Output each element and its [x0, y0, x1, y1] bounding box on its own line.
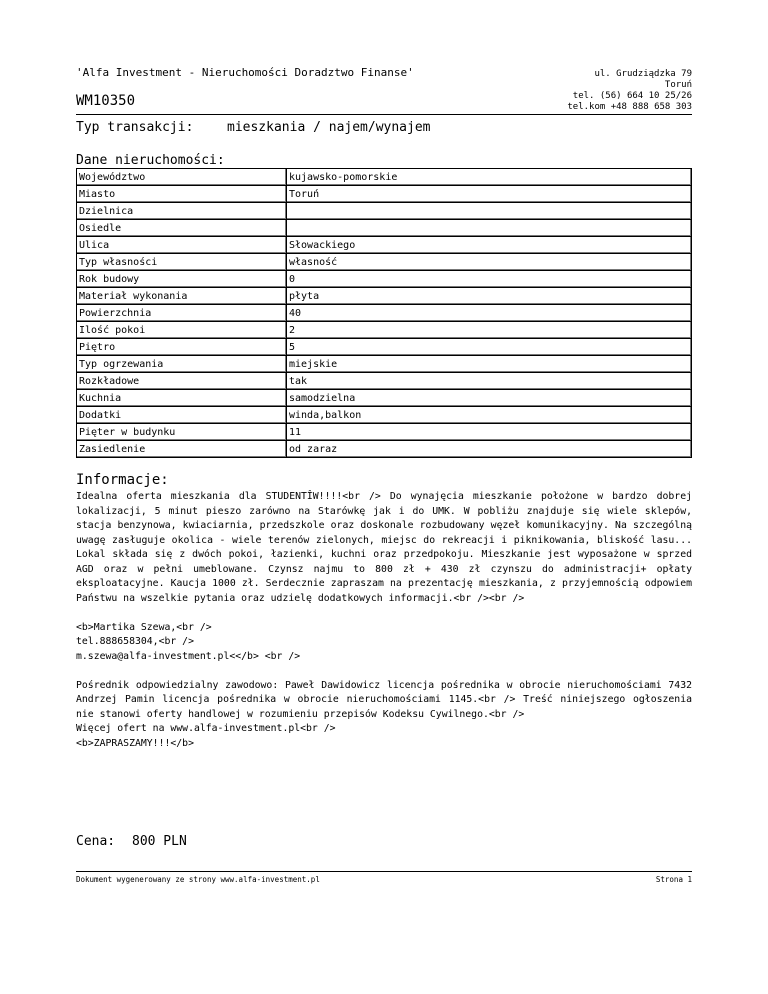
property-key: Materiał wykonania [77, 288, 287, 305]
header-divider [76, 114, 692, 115]
table-row [77, 339, 692, 356]
footer-page-number: Strona 1 [655, 875, 692, 884]
footer-generated-note: Dokument wygenerowany ze strony www.alfa-investment.pl [76, 875, 320, 884]
table-row [77, 441, 692, 458]
address-city: Toruń [664, 80, 692, 90]
property-key: Dzielnica [77, 203, 287, 220]
offer-reference: WM10350 [76, 93, 136, 109]
document-page [76, 0, 692, 994]
property-value: od zaraz [287, 441, 692, 458]
property-key: Miasto [77, 186, 287, 203]
property-key: Ilość pokoi [77, 322, 287, 339]
property-key: Powierzchnia [77, 305, 287, 322]
info-section-title: Informacje: [76, 472, 169, 488]
table-row [77, 424, 692, 441]
property-key: Typ ogrzewania [77, 356, 287, 373]
property-key: Piętro [77, 339, 287, 356]
property-value [287, 203, 692, 220]
table-row [77, 271, 692, 288]
property-value: miejskie [287, 356, 692, 373]
property-value: Słowackiego [287, 237, 692, 254]
property-value: samodzielna [287, 390, 692, 407]
table-row [77, 407, 692, 424]
info-text [76, 490, 692, 766]
address-street: ul. Grudziądzka 79 [594, 69, 692, 79]
table-row [77, 186, 692, 203]
property-value: 0 [287, 271, 692, 288]
transaction-label: Typ transakcji: [76, 120, 194, 135]
info-paragraph-contact: <b>Martika Szewa,<br /> tel.888658304,<br /> m.szewa@alfa-investment.pl<</b> <br /> [76, 621, 301, 662]
property-key: Typ własności [77, 254, 287, 271]
table-row [77, 220, 692, 237]
property-key: Zasiedlenie [77, 441, 287, 458]
transaction-value: mieszkania / najem/wynajem [227, 120, 431, 135]
table-row [77, 237, 692, 254]
property-key: Pięter w budynku [77, 424, 287, 441]
property-key: Województwo [77, 169, 287, 186]
property-key: Ulica [77, 237, 287, 254]
table-row [77, 322, 692, 339]
property-value: kujawsko-pomorskie [287, 169, 692, 186]
property-value: własność [287, 254, 692, 271]
property-key: Rok budowy [77, 271, 287, 288]
table-row [77, 169, 692, 186]
price-label: Cena: [76, 834, 116, 849]
footer-divider [76, 871, 692, 872]
table-row [77, 390, 692, 407]
address-mobile: tel.kom +48 888 658 303 [567, 102, 692, 112]
table-row [77, 254, 692, 271]
company-name: 'Alfa Investment - Nieruchomości Doradztwo Finanse' [76, 66, 414, 79]
property-value: 5 [287, 339, 692, 356]
property-section-title: Dane nieruchomości: [76, 153, 225, 168]
property-value: tak [287, 373, 692, 390]
table-row [77, 288, 692, 305]
info-paragraph-description: Idealna oferta mieszkania dla STUDENTÎW!!!!<br /> Do wynajęcia mieszkanie położone w bardzo dobrej lokalizacji, 5 minut pieszo zarówno na Starówkę jak i do UMK. W pobliżu znajduje się wiele sklepów, stacja benzynowa, kwiaciarnia, przedszkole oraz doskonale rozbudowany węzeł komunikacyjny. Na szczególną uwagę zasługuje okolica - wiele terenów zielonych, miejsc do rekreacji i piknikowania, bliskość lasu... Lokal składa się z dwóch pokoi, łazienki, kuchni oraz przedpokoju. Mieszkanie jest wyposażone w sprzed AGD oraz w pełni umeblowane. Czynsz najmu to 800 zł + 430 zł czynszu do administracji+ opłaty eksploatacyjne. Kaucja 1000 zł. Serdecznie zapraszam na prezentację mieszkania, z przyjemnością odpowiem Państwu na wszelkie pytania oraz udzielę dodatkowych informacji.<br /><br /> [76, 491, 692, 604]
price-value: 800 PLN [132, 834, 187, 849]
property-value: 2 [287, 322, 692, 339]
property-value [287, 220, 692, 237]
table-row [77, 373, 692, 390]
property-key: Dodatki [77, 407, 287, 424]
property-key: Rozkładowe [77, 373, 287, 390]
property-value: winda,balkon [287, 407, 692, 424]
property-value: Toruń [287, 186, 692, 203]
property-value: 11 [287, 424, 692, 441]
table-row [77, 305, 692, 322]
property-value: płyta [287, 288, 692, 305]
property-key: Osiedle [77, 220, 287, 237]
company-address [567, 69, 692, 113]
property-value: 40 [287, 305, 692, 322]
address-phone: tel. (56) 664 10 25/26 [572, 91, 692, 101]
table-row [77, 203, 692, 220]
info-paragraph-legal: Pośrednik odpowiedzialny zawodowo: Paweł Dawidowicz licencja pośrednika w obrocie nieruchomościami 7432 Andrzej Pamin licencja pośrednika w obrocie nieruchomościami 1145.<br /> Treść niniejszego ogłoszenia nie stanowi oferty handlowej w rozumieniu przepisów Kodeksu Cywilnego.<br /> Więcej ofert na www.alfa-investment.pl<br /> <b>ZAPRASZAMY!!!</b> [76, 679, 692, 749]
table-row [77, 356, 692, 373]
property-table [76, 168, 692, 458]
property-key: Kuchnia [77, 390, 287, 407]
